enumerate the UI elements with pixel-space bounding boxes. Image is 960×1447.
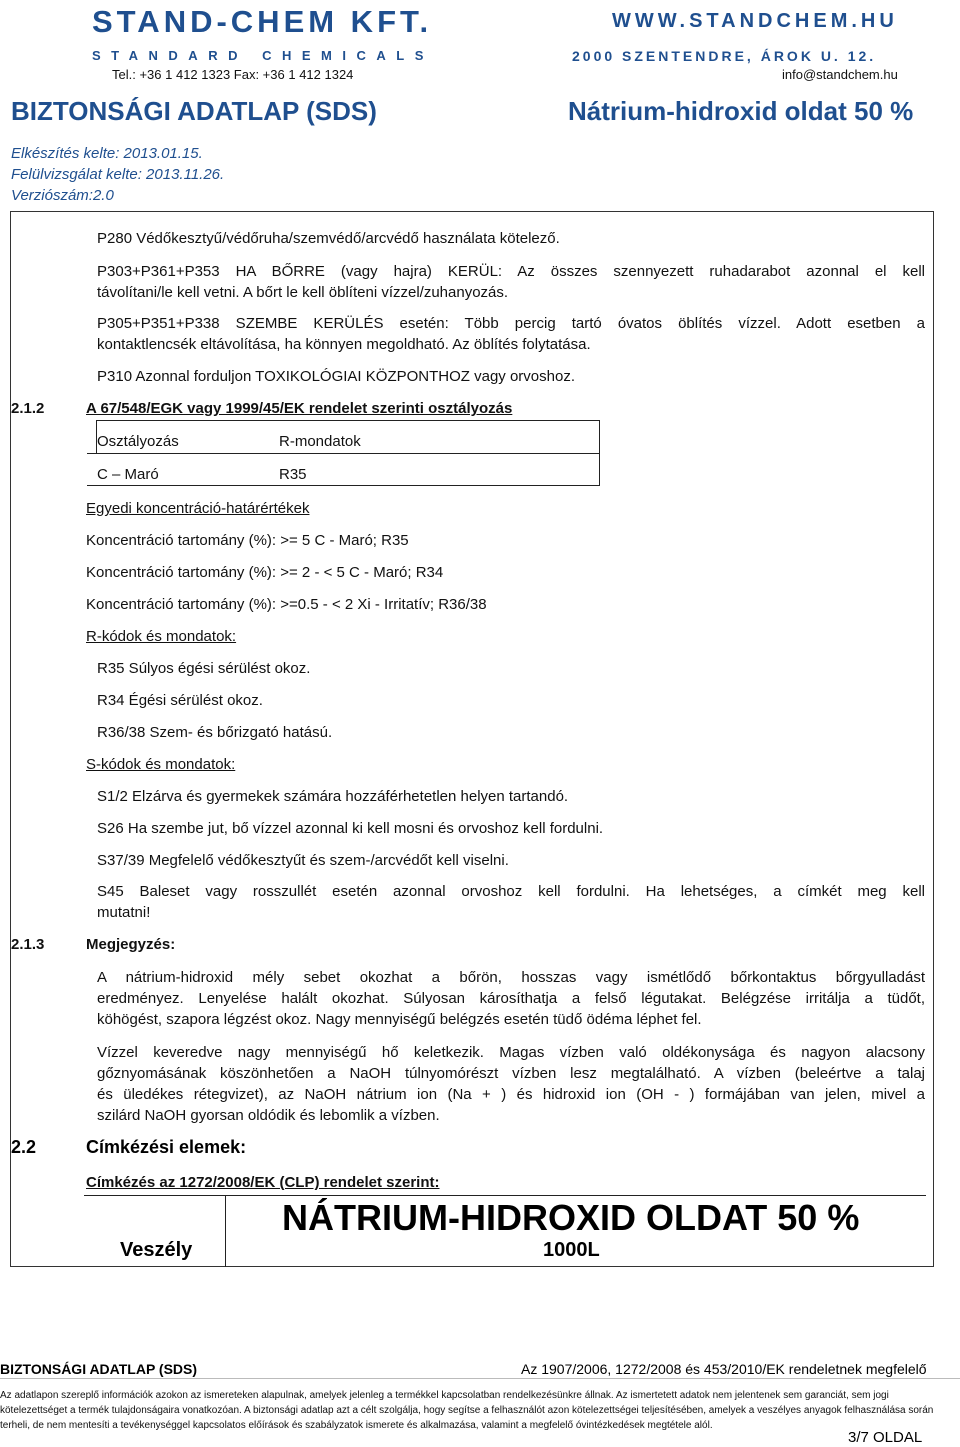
section-heading-remarks: Megjegyzés: (86, 936, 176, 953)
page-number: 3/7 OLDAL (848, 1429, 923, 1446)
signal-word: Veszély (120, 1239, 193, 1261)
r-phrase-r34: R34 Égési sérülést okoz. (97, 692, 263, 709)
s-phrase-s45-line2: mutatni! (97, 904, 151, 921)
statement-p303-line1: P303+P361+P353 HA BŐRRE (vagy hajra) KERÜL: Az összes szennyezett ruhadarabot azonnal el kell (97, 263, 925, 280)
statement-p303-line2: távolítani/le kell vetni. A bőrt le kell öblíteni vízzel/zuhanyozás. (97, 284, 509, 301)
remarks-paragraph1-line1: A nátrium-hidroxid mély sebet okozhat a bőrön, hosszas vagy ismétlődő bőrkontaktus bőrgyulladást (97, 969, 925, 986)
footer-doc-title: BIZTONSÁGI ADATLAP (SDS) (0, 1361, 198, 1377)
table-header-classification: Osztályozás (97, 433, 179, 450)
footer-divider (0, 1378, 960, 1379)
concentration-limit-3: Koncentráció tartomány (%): >=0.5 - < 2 Xi - Irritatív; R36/38 (86, 596, 487, 613)
revision-date: Felülvizsgálat kelte: 2013.11.26. (11, 166, 225, 183)
footer-disclaimer-line2: kötelezettséget a termék tulajdonságaira vonatkozóan. A biztonsági adatlap azt a célt szolgálja, hogy segítse a felhasználót azon kötelezettségei teljesítésében, amelyek a veszélyes anyagok felhasználása során (0, 1405, 934, 1416)
remarks-paragraph2-line2: gőznyomásának köszönhetően a NaOH túlnyomórészt vízben lesz megtalálható. A vízben (beleértve a talaj (97, 1065, 925, 1082)
section-heading-classification: A 67/548/EGK vagy 1999/45/EK rendelet szerinti osztályozás (86, 400, 513, 417)
company-subtitle: STANDARD CHEMICALS (92, 48, 434, 63)
classification-table (87, 420, 600, 486)
section-number-2-2: 2.2 (11, 1137, 37, 1157)
s-phrase-s26: S26 Ha szembe jut, bő vízzel azonnal ki kell mosni és orvoshoz kell fordulni. (97, 820, 604, 837)
s-phrase-s45-line1: S45 Baleset vagy rosszullét esetén azonnal orvoshoz kell fordulni. Ha lehetséges, a címkét meg kell (97, 883, 925, 900)
company-email[interactable]: info@standchem.hu (782, 67, 898, 82)
section-heading-labelling: Címkézési elemek: (86, 1137, 247, 1157)
table-cell-r-phrase: R35 (279, 466, 307, 483)
section-number-2-1-2: 2.1.2 (11, 400, 45, 417)
remarks-paragraph2-line4: szilárd NaOH gyorsan oldódik és lebomlik a vízben. (97, 1107, 440, 1124)
company-website[interactable]: WWW.STANDCHEM.HU (612, 10, 898, 32)
company-logo-text: STAND-CHEM KFT. (92, 4, 433, 39)
clp-labelling-heading: Címkézés az 1272/2008/EK (CLP) rendelet szerint: (86, 1174, 440, 1191)
label-preview (84, 1195, 926, 1267)
label-volume: 1000L (543, 1239, 600, 1261)
statement-p280: P280 Védőkesztyű/védőruha/szemvédő/arcvédő használata kötelező. (97, 230, 560, 247)
company-contact: Tel.: +36 1 412 1323 Fax: +36 1 412 1324 (112, 67, 354, 82)
s-codes-heading: S-kódok és mondatok: (86, 756, 236, 773)
s-phrase-s1-2: S1/2 Elzárva és gyermekek számára hozzáférhetetlen helyen tartandó. (97, 788, 569, 805)
statement-p310: P310 Azonnal forduljon TOXIKOLÓGIAI KÖZPONTHOZ vagy orvoshoz. (97, 368, 575, 385)
footer-disclaimer-line3: terheli, de nem mentesíti a tevékenységgel kapcsolatos előírások és szabályzatok ismerete és alkalmazása, valamint a megfelelő óvintézkedések megtétele alól. (0, 1420, 713, 1431)
document-title: BIZTONSÁGI ADATLAP (SDS) (11, 96, 377, 126)
statement-p305-line1: P305+P351+P338 SZEMBE KERÜLÉS esetén: Több percig tartó óvatos öblítés vízzel. Adott esetben a (97, 315, 925, 332)
remarks-paragraph1-line3: köhögést, szapora légzést okoz. Nagy mennyiségű belégzés esetén tüdő ödéma léphet fel. (97, 1011, 702, 1028)
remarks-paragraph2-line1: Vízzel keveredve nagy mennyiségű hő keletkezik. Magas vízben való oldékonysága és nagyon alacsony (97, 1044, 925, 1061)
r-codes-heading: R-kódok és mondatok: (86, 628, 237, 645)
footer-regulation: Az 1907/2006, 1272/2008 és 453/2010/EK rendeletnek megfelelő (521, 1361, 927, 1377)
concentration-limit-1: Koncentráció tartomány (%): >= 5 C - Maró; R35 (86, 532, 409, 549)
section-number-2-1-3: 2.1.3 (11, 936, 45, 953)
creation-date: Elkészítés kelte: 2013.01.15. (11, 145, 203, 162)
concentration-limit-2: Koncentráció tartomány (%): >= 2 - < 5 C - Maró; R34 (86, 564, 444, 581)
concentration-limits-heading: Egyedi koncentráció-határértékek (86, 500, 310, 517)
label-product-name: NÁTRIUM-HIDROXID OLDAT 50 % (282, 1197, 860, 1238)
r-phrase-r36-38: R36/38 Szem- és bőrizgató hatású. (97, 724, 333, 741)
r-phrase-r35: R35 Súlyos égési sérülést okoz. (97, 660, 311, 677)
s-phrase-s37-39: S37/39 Megfelelő védőkesztyűt és szem-/arcvédőt kell viselni. (97, 852, 509, 869)
company-address: 2000 SZENTENDRE, ÁROK U. 12. (572, 48, 877, 64)
table-header-r-phrases: R-mondatok (279, 433, 361, 450)
version-number: Verziószám:2.0 (11, 187, 114, 204)
table-cell-classification: C – Maró (97, 466, 159, 483)
remarks-paragraph1-line2: eredményez. Lenyelése halált okozhat. Súlyosan károsíthatja a felső légutakat. Belégzése irritálja a tüdőt, (97, 990, 925, 1007)
product-name: Nátrium-hidroxid oldat 50 % (568, 96, 914, 126)
statement-p305-line2: kontaktlencsék eltávolítása, ha könnyen megoldható. Az öblítés folytatása. (97, 336, 591, 353)
remarks-paragraph2-line3: és üledékes rétegvizet), az NaOH nátrium ion (Na + ) és hidroxid ion (OH - ) formájában van jelen, mivel a (97, 1086, 925, 1103)
footer-disclaimer-line1: Az adatlapon szereplő információk azokon az ismereteken alapulnak, amelyek jelenleg a termékkel kapcsolatban rendelkezésünkre állnak. Az ismertetett adatok nem jelentenek sem garanciát, sem jogi (0, 1390, 889, 1401)
